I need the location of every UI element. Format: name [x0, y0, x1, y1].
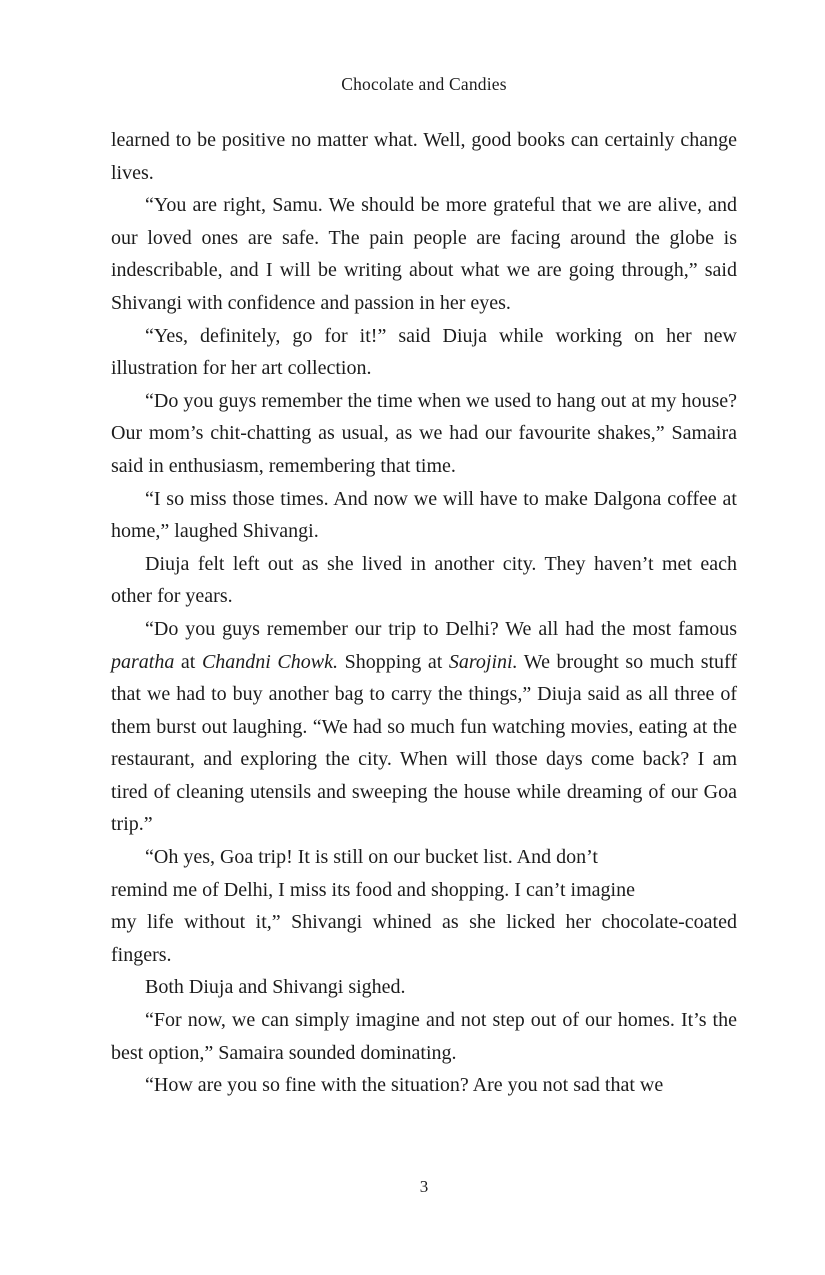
text-segment: “Do you guys remember our trip to Delhi? We all had the most famous	[145, 617, 737, 640]
text-segment: remind me of Delhi, I miss its food and shopping. I can’t imagine	[111, 878, 635, 901]
italic-text: Chandni Chowk.	[201, 650, 338, 673]
italic-text: Sarojini.	[448, 650, 518, 673]
body-text	[111, 124, 737, 1102]
paragraph	[111, 613, 737, 841]
text-segment: We brought so much stuff that we had to buy another bag to carry the things,” Diuja said as all three of them burst out laughing. “We had so much fun watching movies, eating at the restaurant, and exploring the city. When will those days come back? I am tired of cleaning utensils and sweeping the house while dreaming of our Goa trip.”	[111, 650, 738, 836]
text-segment: “Do you guys remember the time when we used to hang out at my house? Our mom’s chit-chatting as usual, as we had our favourite shakes,” Samaira said in enthusiasm, remembering that time.	[111, 389, 737, 477]
paragraph	[111, 385, 737, 483]
text-segment: “You are right, Samu. We should be more grateful that we are alive, and our loved ones are safe. The pain people are facing around the globe is indescribable, and I will be writing about what we are going through,” said Shivangi with confidence and passion in her eyes.	[111, 194, 737, 314]
paragraph	[111, 548, 737, 613]
paragraph	[111, 1069, 737, 1102]
paragraph	[111, 483, 737, 548]
text-segment: Shopping at	[338, 650, 449, 673]
page-number: 3	[419, 1177, 429, 1196]
paragraph	[111, 1004, 737, 1069]
text-segment: learned to be positive no matter what. Well, good books can certainly change lives.	[111, 129, 737, 184]
paragraph	[111, 189, 737, 319]
paragraph	[111, 124, 737, 189]
text-segment: at	[174, 650, 202, 673]
text-segment: “I so miss those times. And now we will have to make Dalgona coffee at home,” laughed Shivangi.	[111, 487, 737, 543]
paragraph	[111, 971, 737, 1004]
italic-text: paratha	[111, 650, 175, 673]
text-segment: “For now, we can simply imagine and not step out of our homes. It’s the best option,” Samaira sounded dominating.	[111, 1009, 737, 1064]
text-segment: “Yes, definitely, go for it!” said Diuja while working on her new illustration for her art collection.	[111, 324, 737, 380]
text-segment: “Oh yes, Goa trip! It is still on our bucket list. And don’t	[145, 846, 598, 869]
text-segment: Both Diuja and Shivangi sighed.	[145, 976, 406, 999]
text-segment: Diuja felt left out as she lived in another city. They haven’t met each other for years.	[111, 552, 737, 608]
paragraph	[111, 841, 737, 971]
paragraph	[111, 320, 737, 385]
running-header: Chocolate and Candies	[341, 74, 507, 94]
text-segment: “How are you so fine with the situation? Are you not sad that we	[145, 1074, 664, 1097]
text-segment: my life without it,” Shivangi whined as she licked her chocolate-coated fingers.	[111, 911, 737, 966]
